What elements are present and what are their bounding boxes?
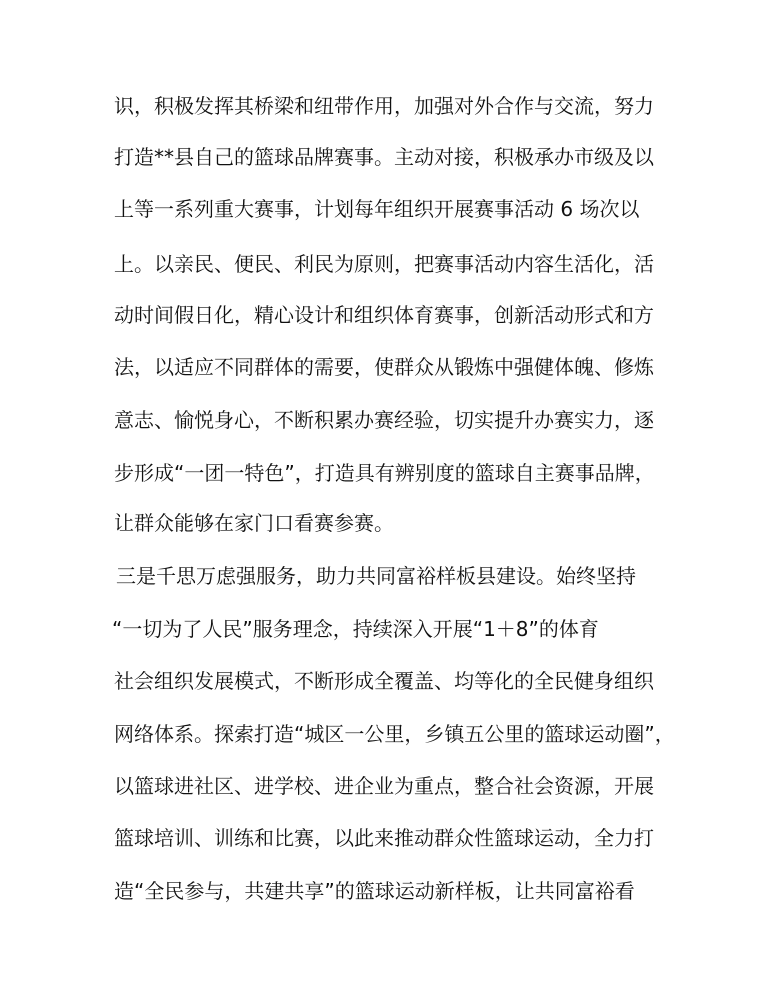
line-text: 法，以适应不同群体的需要，使群众从锻炼中强健体魄、修炼 xyxy=(114,355,654,379)
paragraph-line xyxy=(0,873,770,909)
line-text: “一切为了人民”服务理念，持续深入开展“1＋8”的体育 xyxy=(112,617,599,641)
line-text: 网络体系。探索打造“城区一公里，乡镇五公里的篮球运动圈”， xyxy=(114,722,675,746)
paragraph-line xyxy=(0,402,770,438)
line-text: 篮球培训、训练和比赛，以此来推动群众性篮球运动，全力打 xyxy=(114,826,654,850)
paragraph-line xyxy=(0,191,770,227)
paragraph-line xyxy=(0,716,770,752)
line-text: 造“全民参与，共建共享”的篮球运动新样板，让共同富裕看 xyxy=(114,879,635,903)
paragraph-line xyxy=(0,505,770,541)
line-text: 以篮球进社区、进学校、进企业为重点，整合社会资源，开展 xyxy=(114,774,654,798)
line-text: 三是千思万虑强服务，助力共同富裕样板县建设。始终坚持 xyxy=(116,564,636,588)
paragraph-line xyxy=(0,297,770,333)
paragraph-line xyxy=(0,246,770,282)
paragraph-line xyxy=(0,88,770,124)
paragraph-line xyxy=(0,558,770,594)
paragraph-line xyxy=(0,139,770,175)
line-text: 上等一系列重大赛事，计划每年组织开展赛事活动 6 场次以 xyxy=(114,197,640,221)
line-text: 意志、愉悦身心，不断积累办赛经验，切实提升办赛实力，逐 xyxy=(114,408,654,432)
paragraph-line xyxy=(0,768,770,804)
line-text: 社会组织发展模式，不断形成全覆盖、均等化的全民健身组织 xyxy=(114,669,654,693)
line-text: 步形成“一团一特色”，打造具有辨别度的篮球自主赛事品牌， xyxy=(114,461,655,485)
line-text: 动时间假日化，精心设计和组织体育赛事，创新活动形式和方 xyxy=(114,303,654,327)
paragraph-line xyxy=(0,455,770,491)
line-text: 打造**县自己的篮球品牌赛事。主动对接，积极承办市级及以 xyxy=(114,145,654,169)
paragraph-line xyxy=(0,820,770,856)
line-text: 识，积极发挥其桥梁和纽带作用，加强对外合作与交流，努力 xyxy=(114,94,654,118)
paragraph-line xyxy=(0,663,770,699)
line-text: 上。以亲民、便民、利民为原则，把赛事活动内容生活化，活 xyxy=(114,252,654,276)
line-text: 让群众能够在家门口看赛参赛。 xyxy=(114,511,394,535)
paragraph-line xyxy=(0,611,770,647)
paragraph-line xyxy=(0,349,770,385)
